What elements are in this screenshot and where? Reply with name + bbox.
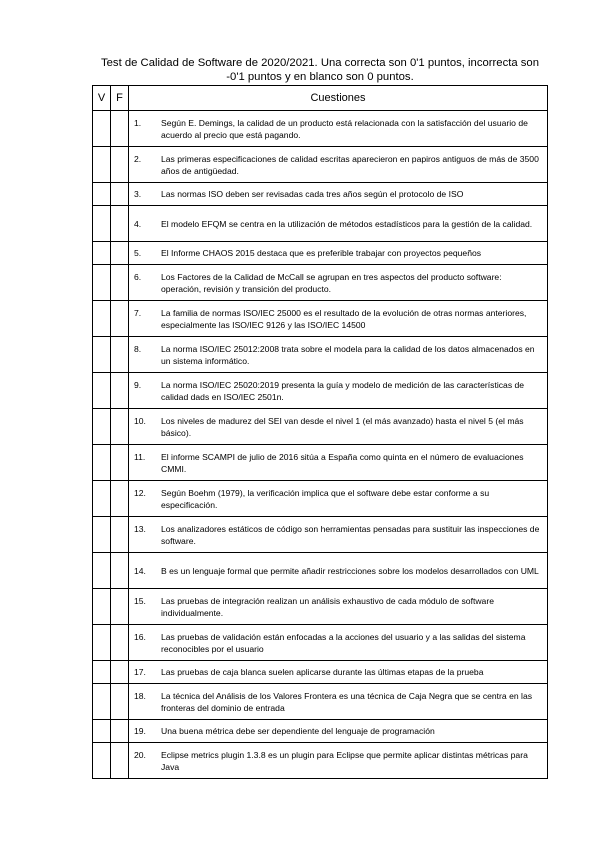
title-line-1: Test de Calidad de Software de 2020/2021. Una correcta son 0'1 puntos, incorrecta son xyxy=(101,57,539,69)
question-text: La familia de normas ISO/IEC 25000 es el resultado de la evolución de otras normas anteriores, especialmente las ISO/IEC 9126 y las ISO/IEC 14500 xyxy=(161,307,527,330)
question-number: 20. xyxy=(134,749,146,760)
question-row xyxy=(93,517,548,553)
question-row xyxy=(93,373,548,409)
questions-table xyxy=(92,85,548,779)
true-answer-cell[interactable] xyxy=(93,743,111,779)
question-cell xyxy=(129,684,548,720)
false-answer-cell[interactable] xyxy=(111,743,129,779)
question-text: Los analizadores estáticos de código son herramientas pensadas para sustituir las inspecciones de software. xyxy=(161,523,540,546)
true-answer-cell[interactable] xyxy=(93,147,111,183)
header-false: F xyxy=(111,86,129,111)
question-row xyxy=(93,743,548,779)
true-answer-cell[interactable] xyxy=(93,111,111,147)
true-answer-cell[interactable] xyxy=(93,183,111,206)
true-answer-cell[interactable] xyxy=(93,301,111,337)
false-answer-cell[interactable] xyxy=(111,242,129,265)
question-text: Los niveles de madurez del SEI van desde el nivel 1 (el más avanzado) hasta el nivel 5 (el más básico). xyxy=(161,415,524,438)
true-answer-cell[interactable] xyxy=(93,265,111,301)
question-row xyxy=(93,684,548,720)
true-answer-cell[interactable] xyxy=(93,337,111,373)
question-cell xyxy=(129,111,548,147)
question-cell xyxy=(129,517,548,553)
question-text: Según Boehm (1979), la verificación implica que el software debe estar conforme a su especificación. xyxy=(161,487,490,510)
true-answer-cell[interactable] xyxy=(93,481,111,517)
document-title xyxy=(90,56,550,84)
question-number: 4. xyxy=(134,218,142,229)
true-answer-cell[interactable] xyxy=(93,684,111,720)
question-text: B es un lenguaje formal que permite añadir restricciones sobre los modelos desarrollados con UML xyxy=(161,565,539,576)
false-answer-cell[interactable] xyxy=(111,517,129,553)
false-answer-cell[interactable] xyxy=(111,301,129,337)
question-cell xyxy=(129,720,548,743)
false-answer-cell[interactable] xyxy=(111,409,129,445)
question-cell xyxy=(129,242,548,265)
question-text: Una buena métrica debe ser dependiente del lenguaje de programación xyxy=(161,726,435,736)
question-number: 14. xyxy=(134,565,146,576)
question-text: Las pruebas de integración realizan un análisis exhaustivo de cada módulo de software individualmente. xyxy=(161,595,494,618)
false-answer-cell[interactable] xyxy=(111,553,129,589)
question-row xyxy=(93,661,548,684)
question-row xyxy=(93,111,548,147)
true-answer-cell[interactable] xyxy=(93,409,111,445)
true-answer-cell[interactable] xyxy=(93,445,111,481)
false-answer-cell[interactable] xyxy=(111,684,129,720)
true-answer-cell[interactable] xyxy=(93,373,111,409)
question-row xyxy=(93,481,548,517)
question-row xyxy=(93,409,548,445)
header-questions: Cuestiones xyxy=(129,86,548,111)
false-answer-cell[interactable] xyxy=(111,265,129,301)
question-number: 9. xyxy=(134,379,142,390)
question-text: Eclipse metrics plugin 1.3.8 es un plugin para Eclipse que permite aplicar distintas métricas para Java xyxy=(161,749,528,772)
question-cell xyxy=(129,481,548,517)
false-answer-cell[interactable] xyxy=(111,625,129,661)
question-number: 17. xyxy=(134,667,146,677)
true-answer-cell[interactable] xyxy=(93,625,111,661)
false-answer-cell[interactable] xyxy=(111,183,129,206)
question-number: 11. xyxy=(134,451,146,462)
question-row xyxy=(93,720,548,743)
question-row xyxy=(93,265,548,301)
question-cell xyxy=(129,373,548,409)
question-row xyxy=(93,147,548,183)
question-number: 10. xyxy=(134,415,146,426)
question-number: 7. xyxy=(134,307,142,318)
question-cell xyxy=(129,589,548,625)
false-answer-cell[interactable] xyxy=(111,720,129,743)
title-line-2: -0'1 puntos y en blanco son 0 puntos. xyxy=(226,71,414,83)
question-number: 2. xyxy=(134,153,142,164)
question-row xyxy=(93,183,548,206)
false-answer-cell[interactable] xyxy=(111,445,129,481)
false-answer-cell[interactable] xyxy=(111,589,129,625)
question-text: La norma ISO/IEC 25012:2008 trata sobre el modela para la calidad de los datos almacenados en un sistema informático. xyxy=(161,343,535,366)
question-row xyxy=(93,445,548,481)
question-cell xyxy=(129,553,548,589)
question-text: El modelo EFQM se centra en la utilización de métodos estadísticos para la gestión de la calidad. xyxy=(161,218,533,229)
question-cell xyxy=(129,183,548,206)
true-answer-cell[interactable] xyxy=(93,661,111,684)
question-cell xyxy=(129,743,548,779)
question-row xyxy=(93,625,548,661)
question-cell xyxy=(129,301,548,337)
question-row xyxy=(93,337,548,373)
question-number: 18. xyxy=(134,690,146,701)
question-cell xyxy=(129,337,548,373)
question-number: 19. xyxy=(134,726,146,736)
false-answer-cell[interactable] xyxy=(111,373,129,409)
question-cell xyxy=(129,147,548,183)
true-answer-cell[interactable] xyxy=(93,553,111,589)
false-answer-cell[interactable] xyxy=(111,147,129,183)
question-cell xyxy=(129,265,548,301)
question-text: Las primeras especificaciones de calidad escritas aparecieron en papiros antiguos de más de 3500 años de antigüedad. xyxy=(161,153,539,176)
true-answer-cell[interactable] xyxy=(93,242,111,265)
question-text: Según E. Demings, la calidad de un producto está relacionada con la satisfacción del usuario de acuerdo al precio que está pagando. xyxy=(161,117,528,140)
question-text: Los Factores de la Calidad de McCall se agrupan en tres aspectos del producto software: operación, revisión y transición del producto. xyxy=(161,271,502,294)
question-text: Las pruebas de caja blanca suelen aplicarse durante las últimas etapas de la prueba xyxy=(161,667,484,677)
question-number: 1. xyxy=(134,117,142,128)
question-number: 15. xyxy=(134,595,146,606)
question-number: 12. xyxy=(134,487,146,498)
question-text: La técnica del Análisis de los Valores Frontera es una técnica de Caja Negra que se centra en las fronteras del dominio de entrada xyxy=(161,690,533,713)
question-text: Las pruebas de validación están enfocadas a la acciones del usuario y a las salidas del sistema reconocibles por el usuario xyxy=(161,631,526,654)
question-row xyxy=(93,242,548,265)
question-cell xyxy=(129,625,548,661)
question-text: El informe SCAMPI de julio de 2016 sitúa a España como quinta en el número de evaluaciones CMMI. xyxy=(161,451,524,474)
question-text: Las normas ISO deben ser revisadas cada tres años según el protocolo de ISO xyxy=(161,189,464,199)
question-cell xyxy=(129,445,548,481)
question-number: 3. xyxy=(134,189,142,199)
question-row xyxy=(93,553,548,589)
question-number: 16. xyxy=(134,631,146,642)
question-number: 6. xyxy=(134,271,142,282)
question-number: 5. xyxy=(134,248,142,258)
question-number: 8. xyxy=(134,343,142,354)
question-row xyxy=(93,301,548,337)
question-cell xyxy=(129,206,548,242)
question-text: El Informe CHAOS 2015 destaca que es preferible trabajar con proyectos pequeños xyxy=(161,248,482,258)
question-number: 13. xyxy=(134,523,146,534)
true-answer-cell[interactable] xyxy=(93,720,111,743)
question-cell xyxy=(129,661,548,684)
false-answer-cell[interactable] xyxy=(111,481,129,517)
false-answer-cell[interactable] xyxy=(111,206,129,242)
header-true: V xyxy=(93,86,111,111)
true-answer-cell[interactable] xyxy=(93,206,111,242)
question-text: La norma ISO/IEC 25020:2019 presenta la guía y modelo de medición de las características de calidad dads en ISO/IEC 2501n. xyxy=(161,379,525,402)
question-row xyxy=(93,589,548,625)
true-answer-cell[interactable] xyxy=(93,589,111,625)
true-answer-cell[interactable] xyxy=(93,517,111,553)
false-answer-cell[interactable] xyxy=(111,337,129,373)
false-answer-cell[interactable] xyxy=(111,111,129,147)
question-row xyxy=(93,206,548,242)
question-cell xyxy=(129,409,548,445)
false-answer-cell[interactable] xyxy=(111,661,129,684)
